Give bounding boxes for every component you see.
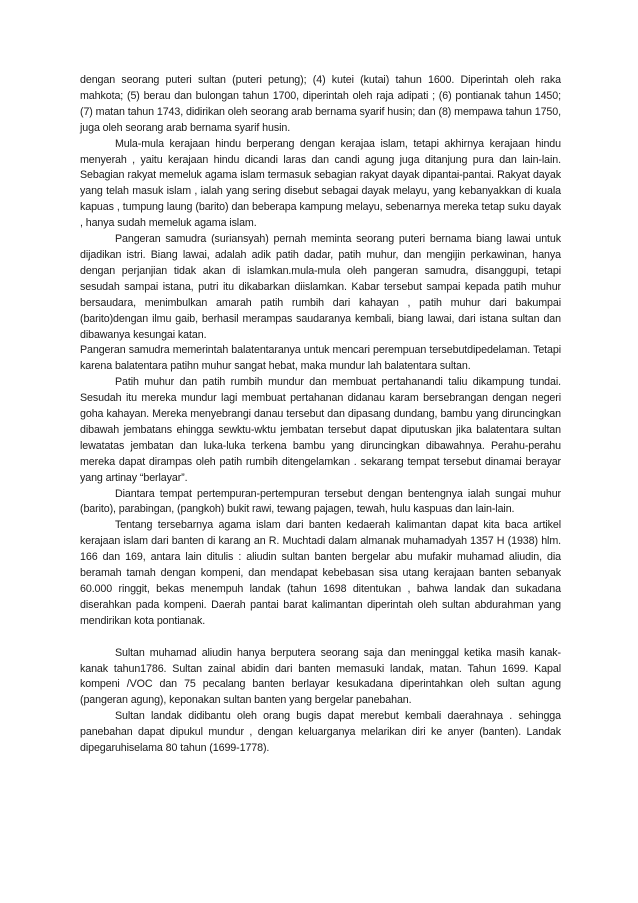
paragraph-gap xyxy=(80,630,561,646)
paragraph-continuation: dengan seorang puteri sultan (puteri petung); (4) kutei (kutai) tahun 1600. Diperintah oleh raka mahkota; (5) berau dan bulongan tahun 1700, diperintah oleh raja adipati ; (6) pontianak tahun 1450; (7) matan tahun 1743, didirikan oleh seorang arab bernama syarif husin; dan (8) mempawa tahun 1750, juga oleh seorang arab bernama syarif husin. xyxy=(80,74,561,134)
paragraph-pangeran-samudra: Pangeran samudra (suriansyah) pernah meminta seorang puteri bernama biang lawai untuk dijadikan istri. Biang lawai, adalah adik patih dadar, patih muhur, dan mengijin perkawinan, hanya dengan perjanjian tidak akan di islamkan.mula-mula oleh pangeran samudra, disanggupi, tetapi sesudah sampai istana, putri itu dikabarkan diislamkan. Kabar tersebut sampai kepada patih muhur bersaudara, menimbulkan amarah patih rumbih dari kahayan , patih muhur dari bakumpai (barito)dengan ilmu gaib, berhasil merampas saudaranya kembali, biang lawai, dari istana sultan dan dibawanya kesungai katan. xyxy=(80,233,561,341)
paragraph-islam-from-banten: Tentang tersebarnya agama islam dari banten kedaerah kalimantan dapat kita baca artikel kerajaan islam dari banten di karang an R. Muchtadi dalam almanak muhamadyah 1357 H (1938) hlm. 166 dan 169, antara lain ditulis : aliudin sultan banten bergelar abu mufakir muhamad aliudin, dia beramah tamah dengan kompeni, dan mendapat kebebasan sisa utang kerajaan banten sebanyak 60.000 ringgit, bekas menempuh landak (tahun 1698 ditentukan , bahwa landak dan sukadana diserahkan pada kompeni. Daerah pantai barat kalimantan diperintah oleh sultan abdurahman yang mendirikan kota pontianak. xyxy=(80,519,561,627)
paragraph-hindu-islam-war: Mula-mula kerajaan hindu berperang dengan kerajaa islam, tetapi akhirnya kerajaan hindu menyerah , yaitu kerajaan hindu dicandi laras dan candi agung juga ditanjung pura dan lain-lain. Sebagian rakyat memeluk agama islam termasuk sebagian rakyat dayak dipantai-pantai. Rakyat dayak yang telah masuk islam , ialah yang sering disebut sebagai dayak melayu, yang kebanyakkan di kuala kapuas , tumpung laung (barito) dan beberapa kampung melayu, sebenarnya mereka tetap suku dayak , hanya sudah memeluk agama islam. xyxy=(80,137,561,230)
paragraph-patih-muhur-retreat: Patih muhur dan patih rumbih mundur dan membuat pertahanandi taliu dikampung tundai. Sesudah itu mereka mundur lagi membuat pertahanan didanau karam bersebrangan dengan negeri goha kahayan. Mereka menyebrangi danau tersebut dan dipasang dundang, bambu yang diruncingkan dibawah jembatans ehingga sewktu-wktu jembatan tersebut dapat diputuskan jika balatentara sultan lewatatas jembatan dan luka-luka terkena bambu yang diruncingkan dibawahnya. Perahu-perahu mereka dapat dirampas oleh patih rumbih ditengelamkan . sekarang tempat tersebut dinamai berayar yang artinay “berlayar”. xyxy=(80,376,561,484)
document-page xyxy=(80,73,561,757)
paragraph-sultan-muhamad-aliudin: Sultan muhamad aliudin hanya berputera seorang saja dan meninggal ketika masih kanak-kanak tahun1786. Sultan zainal abidin dari banten memasuki landak, matan. Tahun 1699. Kapal kompeni /VOC dan 75 pecalang banten berlayar kesukadana diperintahkan oleh sultan agung (pangeran agung), keponakan sultan banten yang bergelar panebahan. xyxy=(80,646,561,707)
paragraph-battle-sites: Diantara tempat pertempuran-pertempuran tersebut dengan bentengnya ialah sungai muhur (barito), parabingan, (pangkoh) bukit rawi, tewang pajagen, tewah, hulu kaspuas dan lain-lain. xyxy=(80,487,561,516)
paragraph-sultan-landak: Sultan landak didibantu oleh orang bugis dapat merebut kembali daerahnaya . sehingga panebahan dapat dipukul mundur , dengan keluarganya melarikan diri ke anyer (banten). Landak dipegaruhiselama 80 tahun (1699-1778). xyxy=(80,710,561,755)
paragraph-balatentara: Pangeran samudra memerintah balatentaranya untuk mencari perempuan tersebutdipedelaman. Tetapi karena balatentara patihn muhur sangat hebat, maka mundur lah balatentara sultan. xyxy=(80,344,561,373)
